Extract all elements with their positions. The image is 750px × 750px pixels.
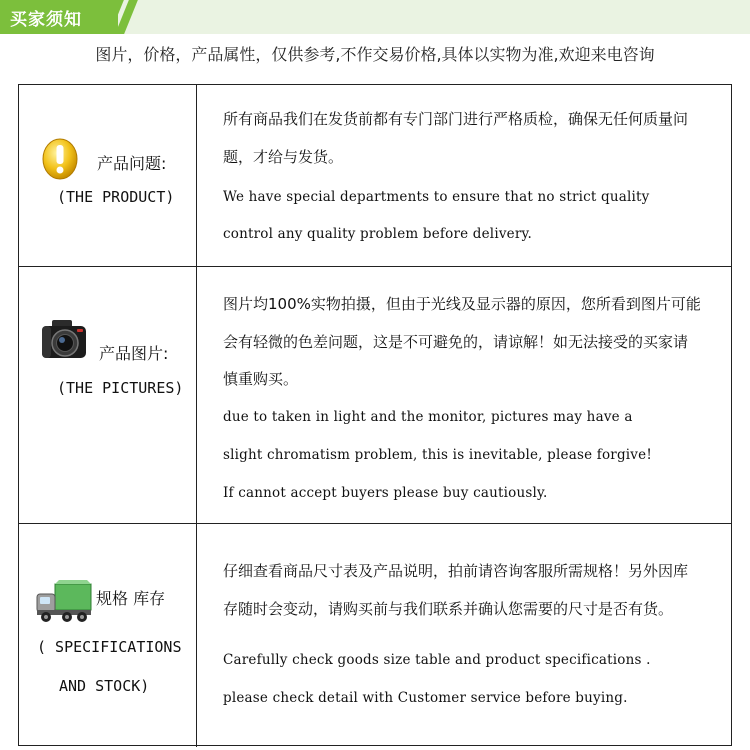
section-title-cn: 产品问题: (97, 154, 167, 173)
section-title-cn: 规格 库存 (96, 589, 166, 608)
row-content-cell (198, 267, 731, 523)
section-title-cn: 产品图片: (99, 344, 169, 363)
header-title: 买家须知 (10, 10, 82, 30)
en-text-line: We have special departments to ensure that no strict quality (223, 189, 650, 205)
price-notice: 图片，价格，产品属性，仅供参考,不作交易价格,具体以实物为准,欢迎来电咨询 (95, 45, 655, 64)
en-text-line: due to taken in light and the monitor, pictures may have a (223, 409, 633, 425)
en-text-line: control any quality problem before delivery. (223, 226, 533, 242)
table-row-pictures (19, 267, 731, 524)
row-label-cell (19, 524, 197, 747)
section-title-en-1: ( SPECIFICATIONS (37, 638, 182, 656)
cn-text-line: 题，才给与发货。 (223, 148, 344, 166)
cn-text-line: 慎重购买。 (223, 370, 299, 388)
row-label-cell (19, 85, 197, 266)
row-content-cell (198, 524, 731, 747)
cn-text-line: 所有商品我们在发货前都有专门部门进行严格质检，确保无任何质量问 (223, 110, 689, 128)
section-title-en: (THE PRODUCT) (57, 188, 175, 206)
cn-text-line: 存随时会变动，请购买前与我们联系并确认您需要的尺寸是否有货。 (223, 600, 674, 618)
en-text-line: slight chromatism problem, this is inevitable, please forgive! (223, 447, 652, 463)
buyer-notice-table (18, 84, 732, 746)
cn-text-line: 仔细查看商品尺寸表及产品说明，拍前请咨询客服所需规格！另外因库 (223, 562, 689, 580)
cn-text-line: 图片均100%实物拍摄，但由于光线及显示器的原因，您所看到图片可能 (223, 295, 701, 313)
header-banner (0, 0, 750, 34)
cn-text-line: 会有轻微的色差问题，这是不可避免的，请谅解！如无法接受的买家请 (223, 333, 689, 351)
warning-exclamation-icon (41, 137, 79, 181)
en-text-line: Carefully check goods size table and product specifications . (223, 652, 651, 668)
section-title-en-2: AND STOCK) (59, 677, 150, 695)
row-label-cell (19, 267, 197, 523)
table-row-specifications (19, 524, 731, 747)
table-row-product (19, 85, 731, 267)
delivery-truck-icon (35, 580, 93, 626)
en-text-line: If cannot accept buyers please buy cautiously. (223, 485, 548, 501)
row-content-cell (198, 85, 731, 266)
section-title-en: (THE PICTURES) (57, 379, 184, 397)
camera-icon (39, 317, 89, 363)
en-text-line: please check detail with Customer service before buying. (223, 690, 628, 706)
